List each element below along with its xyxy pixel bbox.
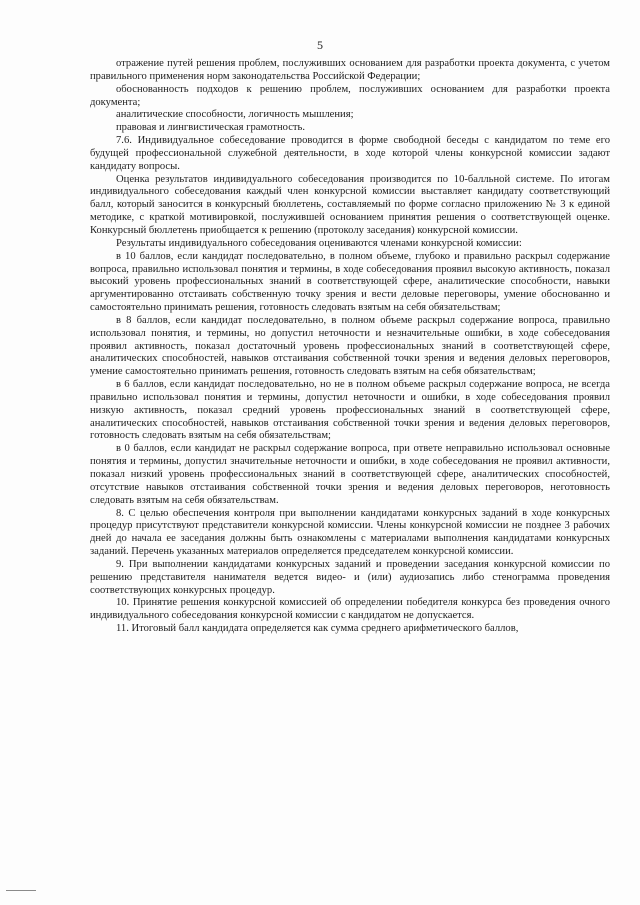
- paragraph: Результаты индивидуального собеседования оцениваются членами конкурсной комиссии:: [116, 237, 522, 249]
- body-text: [90, 58, 610, 636]
- paragraph: аналитические способности, логичность мышления;: [116, 109, 354, 121]
- paragraph: в 6 баллов, если кандидат последовательно, но не в полном объеме раскрыл содержание вопроса, не всегда правильно использовал понятия и термины, допустил неточности и ошибки, в ходе собеседования проявил низкую активность, показал средний уровень профессиональных знаний в соответствующей сфере, аналитических способностей, навыков отстаивания собственной точки зрения и ведения деловых переговоров, готовность следовать взятым на себя обязательствам;: [90, 379, 610, 442]
- paragraph: в 10 баллов, если кандидат последовательно, в полном объеме, глубоко и правильно раскрыл содержание вопроса, правильно использовал понятия и термины, в ходе собеседования проявил высокую активность, показал высокий уровень профессиональных знаний в соответствующей сфере, аналитические способности, навыки аргументированно отстаивать собственную точку зрения и вести деловые переговоры, умение обоснованно и самостоятельно принимать решения, готовность следовать взятым на себя обязательствам;: [90, 250, 610, 314]
- paragraph: в 8 баллов, если кандидат последовательно, в полном объеме раскрыл содержание вопроса, правильно использовал понятия, и термины, но допустил неточности и незначительные ошибки, в ходе собеседования проявил активность, показал достаточный уровень профессиональных знаний в соответствующей сфере, аналитических способностей, навыков отстаивания собственной точки зрения и ведения деловых переговоров, умение самостоятельно принимать решения, готовность следовать взятым на себя обязательствам;: [90, 314, 610, 378]
- paragraph: 10. Принятие решения конкурсной комиссией об определении победителя конкурса без проведения очного индивидуального собеседования конкурсной комиссии с кандидатом не допускается.: [90, 597, 610, 622]
- paragraph: правовая и лингвистическая грамотность.: [116, 122, 306, 134]
- paragraph: 7.6. Индивидуальное собеседование проводится в форме свободной беседы с кандидатом по теме его будущей профессиональной служебной деятельности, в ходе которой члены конкурсной комиссии задают кандидату вопросы.: [90, 135, 610, 172]
- paragraph: 8. С целью обеспечения контроля при выполнении кандидатами конкурсных заданий в ходе конкурсных процедур присутствуют представители конкурсной комиссии. Члены конкурсной комиссии не позднее 3 рабочих дней до начала ее заседания должны быть ознакомлены с материалами выполнения кандидатами конкурсных заданий. Перечень указанных материалов определяется председателем конкурсной комиссии.: [90, 507, 610, 558]
- paragraph: в 0 баллов, если кандидат не раскрыл содержание вопроса, при ответе неправильно использовал основные понятия и термины, допустил значительные неточности и ошибки, в ходе собеседования не проявил активности, показал низкий уровень профессиональных знаний в соответствующей сфере, аналитических способностей, отсутствие навыков отстаивания собственной точки зрения и ведения деловых переговоров, неготовность следовать взятым на себя обязательствам.: [90, 443, 610, 506]
- paragraph: обоснованность подходов к решению проблем, послуживших основанием для разработки проекта документа;: [90, 83, 610, 108]
- page-number: 5: [317, 38, 323, 52]
- paragraph: 9. При выполнении кандидатами конкурсных заданий и проведении заседания конкурсной комиссии по решению представителя нанимателя ведется видео- и (или) аудиозапись либо стенограмма проведения соответствующих конкурсных процедур.: [90, 558, 610, 596]
- paragraph: Оценка результатов индивидуального собеседования производится по 10-балльной системе. По итогам индивидуального собеседования каждый член конкурсной комиссии выставляет кандидату соответствующий балл, который заносится в конкурсный бюллетень, составляемый по форме согласно приложению № 3 к единой методике, с краткой мотивировкой, послужившей основанием принятия решения о соответствующей оценке. Конкурсный бюллетень приобщается к решению (протоколу заседания) конкурсной комиссии.: [90, 173, 610, 236]
- paragraph: отражение путей решения проблем, послуживших основанием для разработки проекта документа, с учетом правильного применения норм законодательства Российской Федерации;: [90, 58, 610, 82]
- scan-edge-mark: [6, 890, 36, 891]
- paragraph: 11. Итоговый балл кандидата определяется как сумма среднего арифметического баллов,: [116, 623, 519, 635]
